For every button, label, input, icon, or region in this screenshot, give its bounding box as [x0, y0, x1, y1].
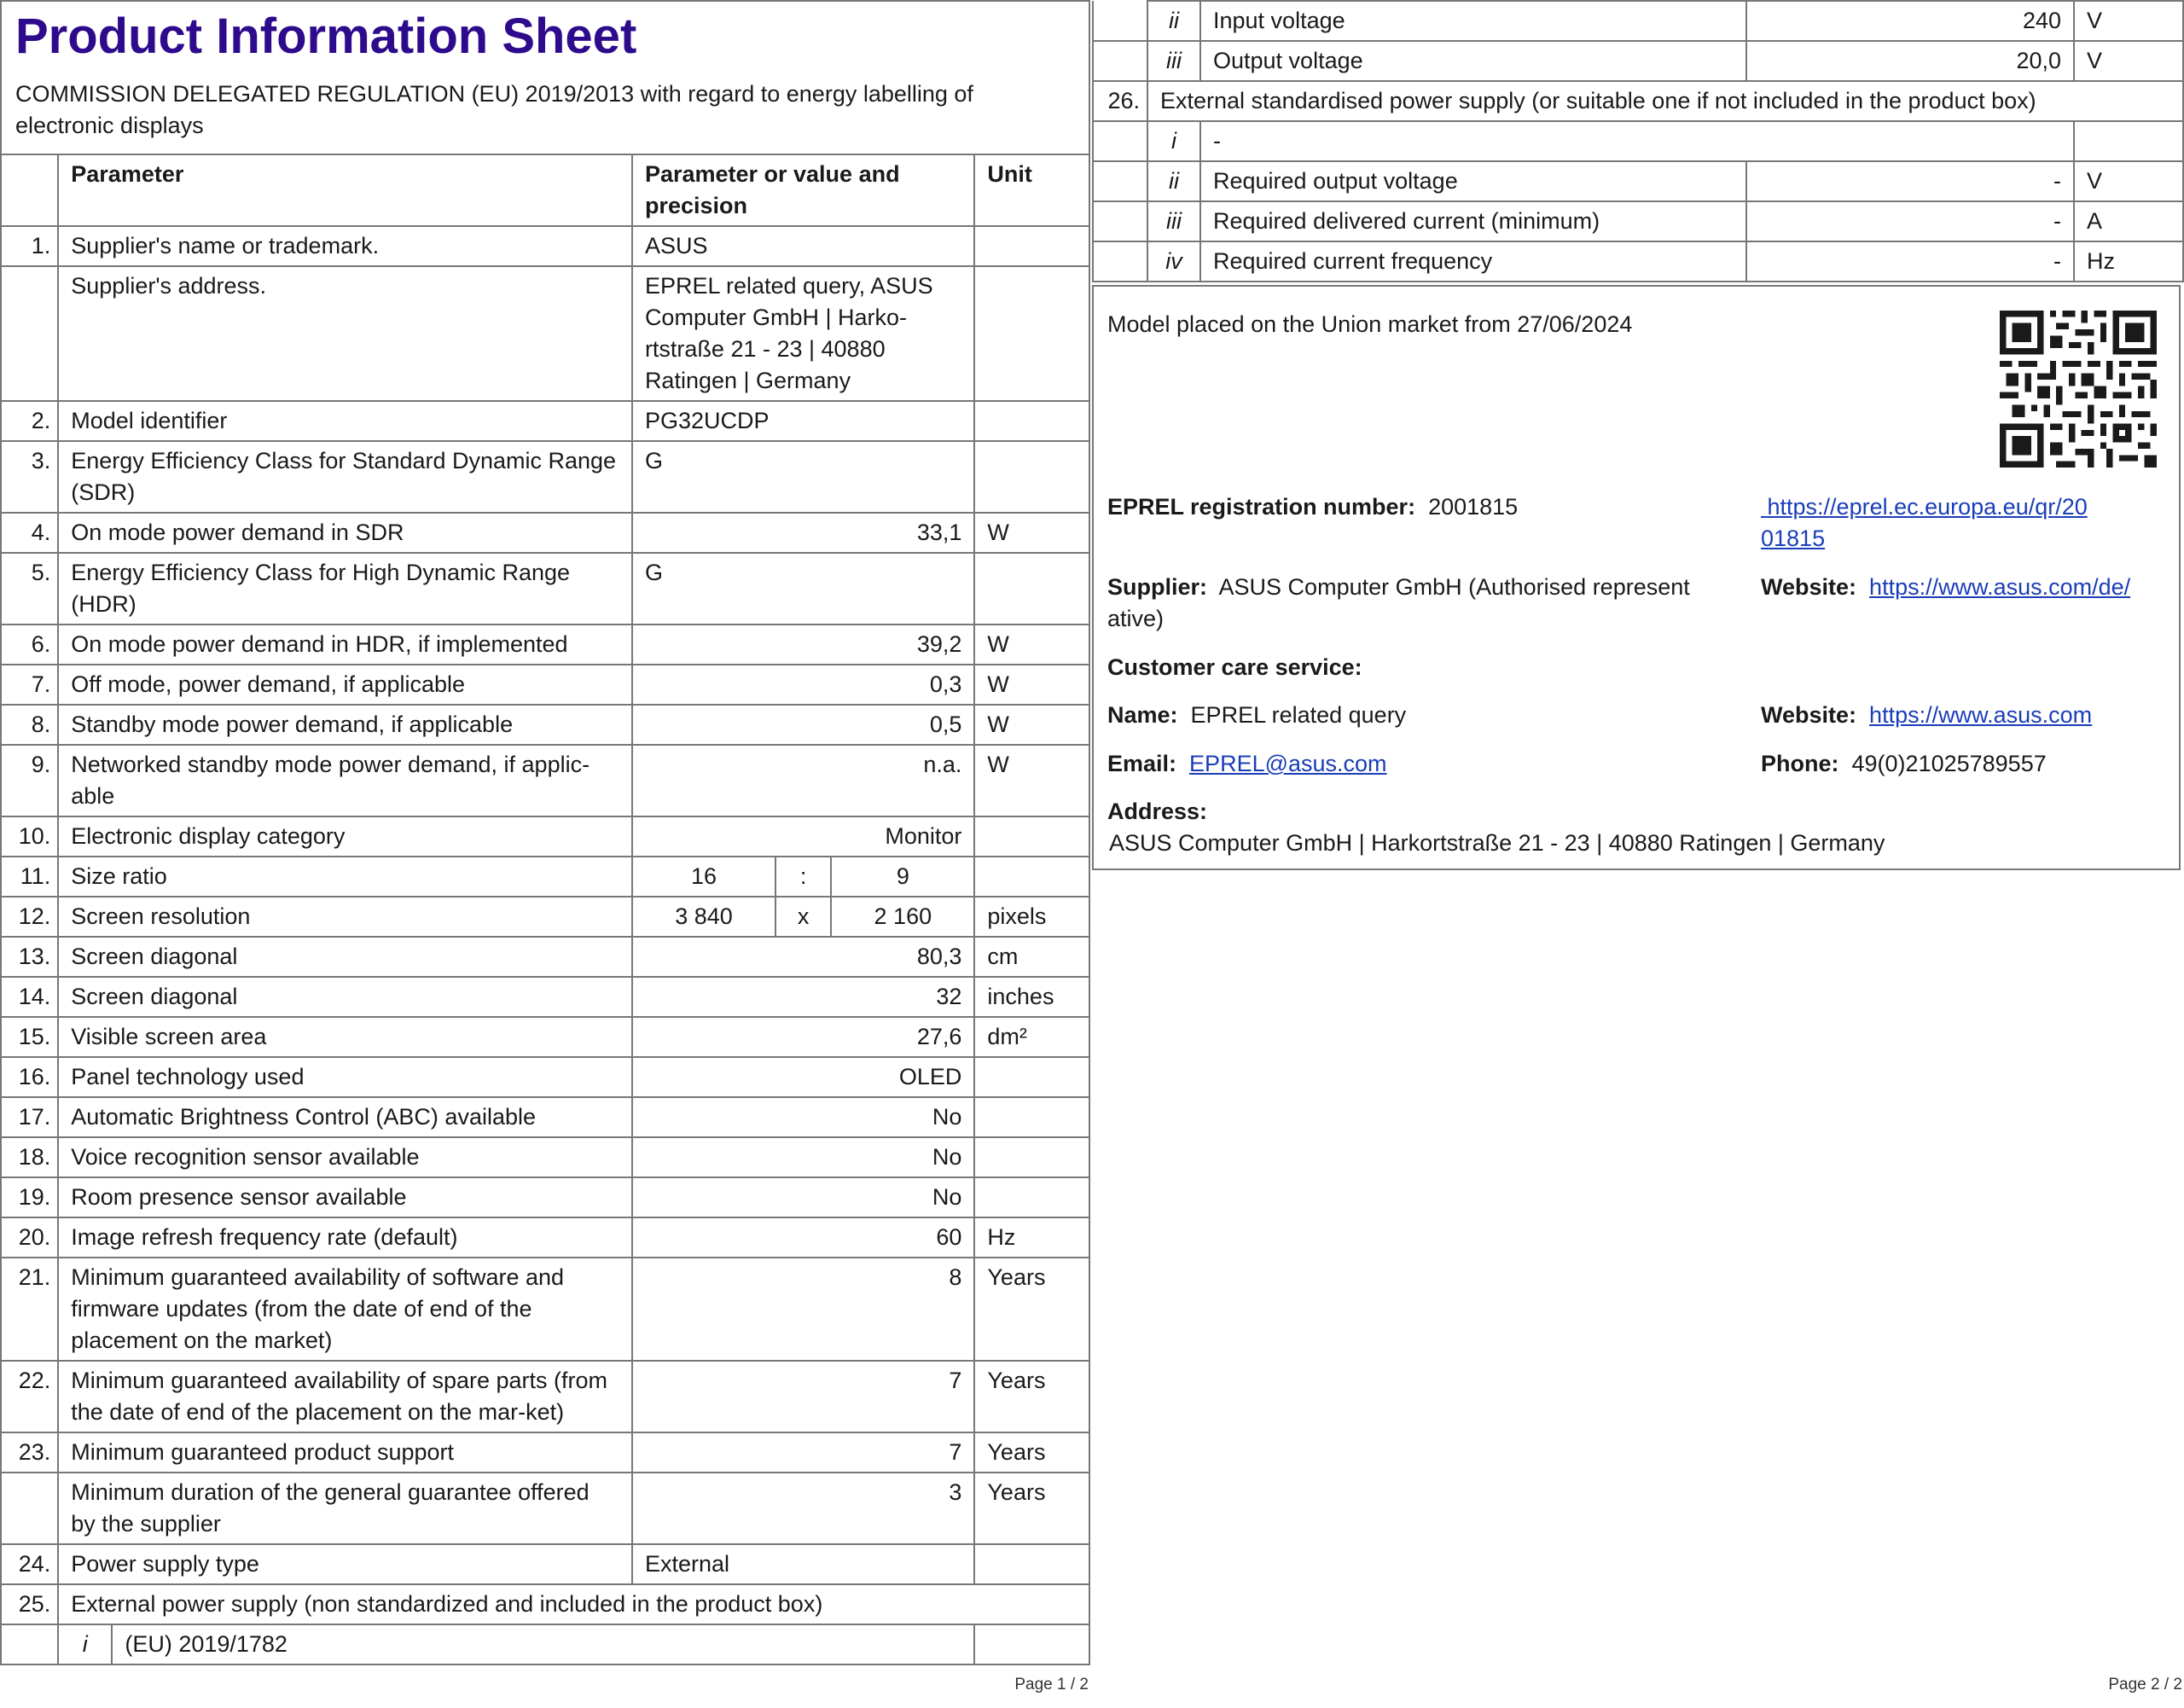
- row-unit: Years: [974, 1432, 1089, 1473]
- resolution-height: 2 160: [831, 897, 974, 937]
- supplier-value: ASUS Computer GmbH (Authorised represent: [1218, 574, 1690, 600]
- table-row: [1, 1584, 1089, 1624]
- row-value: 3: [632, 1473, 974, 1544]
- row-label: Visible screen area: [58, 1017, 632, 1057]
- row-unit: [974, 553, 1089, 625]
- parameter-table: [0, 154, 1090, 1665]
- table-row: [1093, 41, 2183, 81]
- row-unit: A: [2074, 201, 2183, 241]
- row-value: 20,0: [1746, 41, 2074, 81]
- table-row: [1, 513, 1089, 553]
- row-number: 11.: [1, 857, 58, 897]
- sub-row-number: iii: [1147, 41, 1200, 81]
- row-value: Monitor: [632, 816, 974, 857]
- row-unit: W: [974, 745, 1089, 816]
- row-unit: [974, 1544, 1089, 1584]
- website-label: Website:: [1761, 574, 1857, 600]
- row-unit: Hz: [974, 1217, 1089, 1258]
- row-label: Supplier's address.: [58, 266, 632, 401]
- table-row: [1, 1258, 1089, 1361]
- table-row: [1093, 1, 2183, 41]
- row-value: 7: [632, 1361, 974, 1432]
- row-label: Required current frequency: [1200, 241, 1746, 282]
- table-row: [1, 937, 1089, 977]
- eprel-number: 2001815: [1428, 494, 1519, 520]
- row-unit: [2074, 121, 2183, 161]
- row-value: No: [632, 1177, 974, 1217]
- row-unit: W: [974, 625, 1089, 665]
- table-row: [1093, 121, 2183, 161]
- ratio-width: 16: [632, 857, 775, 897]
- row-number: 2.: [1, 401, 58, 441]
- page-number: Page 1 / 2: [1014, 1676, 1089, 1693]
- care-phone: 49(0)21025789557: [1851, 751, 2047, 776]
- row-number: 17.: [1, 1097, 58, 1137]
- phone-label: Phone:: [1761, 751, 1839, 776]
- row-number: 23.: [1, 1432, 58, 1473]
- sub-row-number: iii: [1147, 201, 1200, 241]
- page-title: Product Information Sheet: [15, 9, 637, 64]
- row-value: -: [1746, 161, 2074, 201]
- table-row: [1, 1177, 1089, 1217]
- row-unit: [974, 266, 1089, 401]
- row-number: 14.: [1, 977, 58, 1017]
- table-header-row: [1, 154, 1089, 226]
- table-row: [1, 705, 1089, 745]
- row-unit: Years: [974, 1361, 1089, 1432]
- row-number: 16.: [1, 1057, 58, 1097]
- row-label: Electronic display category: [58, 816, 632, 857]
- power-supply-table: [1092, 0, 2184, 282]
- row-number: 22.: [1, 1361, 58, 1432]
- row-number: 9.: [1, 745, 58, 816]
- row-unit: [974, 1177, 1089, 1217]
- row-number: 7.: [1, 665, 58, 705]
- table-row: [1, 441, 1089, 513]
- table-row: [1, 745, 1089, 816]
- row-label: Voice recognition sensor available: [58, 1137, 632, 1177]
- row-unit: [974, 1624, 1089, 1664]
- eprel-info-box: [1092, 285, 2181, 870]
- row-unit: [974, 401, 1089, 441]
- ratio-height: 9: [831, 857, 974, 897]
- row-value: No: [632, 1097, 974, 1137]
- ratio-separator: :: [775, 857, 831, 897]
- row-unit: W: [974, 513, 1089, 553]
- row-number: 13.: [1, 937, 58, 977]
- email-label: Email:: [1107, 751, 1177, 776]
- eprel-url-link[interactable]: https://eprel.ec.europa.eu/qr/20 01815: [1761, 494, 2088, 551]
- row-label: Required output voltage: [1200, 161, 1746, 201]
- row-unit: W: [974, 705, 1089, 745]
- regulation-subtitle: COMMISSION DELEGATED REGULATION (EU) 2019/2013 with regard to energy labelling of electronic displays: [15, 81, 973, 138]
- row-label: Minimum guaranteed availability of spare parts (from the date of end of the placement on the mar-ket): [58, 1361, 632, 1432]
- sub-row-number: i: [58, 1624, 112, 1664]
- row-unit: dm²: [974, 1017, 1089, 1057]
- table-row: [1, 816, 1089, 857]
- row-value: ASUS: [632, 226, 974, 266]
- row-unit: V: [2074, 161, 2183, 201]
- row-value: External: [632, 1544, 974, 1584]
- row-label: Energy Efficiency Class for Standard Dynamic Range (SDR): [58, 441, 632, 513]
- row-number: 5.: [1, 553, 58, 625]
- care-website-link[interactable]: https://www.asus.com: [1869, 702, 2093, 728]
- table-row: [1, 857, 1089, 897]
- row-label: Minimum guaranteed availability of software and firmware updates (from the date of end of the placement on the market): [58, 1258, 632, 1361]
- row-number: 3.: [1, 441, 58, 513]
- supplier-value-cont: ative): [1107, 606, 1165, 631]
- row-value: EPREL related query, ASUS Computer GmbH | Harko-rtstraße 21 - 23 | 40880 Ratingen | Germany: [632, 266, 974, 401]
- row-value: 7: [632, 1432, 974, 1473]
- page-number: Page 2 / 2: [2108, 1676, 2182, 1693]
- row-value: n.a.: [632, 745, 974, 816]
- row-label: On mode power demand in HDR, if implemented: [58, 625, 632, 665]
- table-row: [1093, 241, 2183, 282]
- care-address: ASUS Computer GmbH | Harkortstraße 21 - 23 | 40880 Ratingen | Germany: [1109, 830, 1885, 856]
- customer-care-heading: Customer care service:: [1107, 654, 1362, 680]
- row-unit: pixels: [974, 897, 1089, 937]
- table-row: [1, 897, 1089, 937]
- row-label: -: [1200, 121, 2074, 161]
- row-label: Image refresh frequency rate (default): [58, 1217, 632, 1258]
- row-value: G: [632, 441, 974, 513]
- row-value: G: [632, 553, 974, 625]
- row-label: On mode power demand in SDR: [58, 513, 632, 553]
- row-number: 4.: [1, 513, 58, 553]
- row-value: 0,3: [632, 665, 974, 705]
- row-unit: [974, 441, 1089, 513]
- row-value: 60: [632, 1217, 974, 1258]
- resolution-width: 3 840: [632, 897, 775, 937]
- table-row: [1, 1473, 1089, 1544]
- table-row: [1, 1097, 1089, 1137]
- col-header-unit: Unit: [974, 154, 1089, 226]
- row-unit: [974, 1057, 1089, 1097]
- table-row: [1093, 161, 2183, 201]
- row-label: Room presence sensor available: [58, 1177, 632, 1217]
- col-header-value: Parameter or value and precision: [632, 154, 974, 226]
- row-label: Energy Efficiency Class for High Dynamic Range (HDR): [58, 553, 632, 625]
- row-label: Input voltage: [1200, 1, 1746, 41]
- row-label: Screen diagonal: [58, 937, 632, 977]
- row-number: 25.: [1, 1584, 58, 1624]
- sheet-header: [0, 0, 1090, 154]
- supplier-label: Supplier:: [1107, 574, 1208, 600]
- row-value: PG32UCDP: [632, 401, 974, 441]
- col-header-parameter: Parameter: [58, 154, 632, 226]
- table-row: [1, 1017, 1089, 1057]
- supplier-website-link[interactable]: https://www.asus.com/de/: [1869, 574, 2131, 600]
- table-row: [1, 1137, 1089, 1177]
- market-date-text: Model placed on the Union market from 27/06/2024: [1107, 311, 1633, 337]
- row-label: Screen diagonal: [58, 977, 632, 1017]
- table-row: [1, 1217, 1089, 1258]
- row-number: 8.: [1, 705, 58, 745]
- address-label: Address:: [1107, 799, 1208, 824]
- row-unit: [974, 816, 1089, 857]
- table-row: [1, 665, 1089, 705]
- table-row: [1, 266, 1089, 401]
- sub-row-number: ii: [1147, 1, 1200, 41]
- care-email-link[interactable]: EPREL@asus.com: [1189, 751, 1387, 776]
- row-value: 33,1: [632, 513, 974, 553]
- table-row: [1, 1361, 1089, 1432]
- row-unit: [974, 1137, 1089, 1177]
- row-label: External standardised power supply (or suitable one if not included in the product box): [1147, 81, 2183, 121]
- row-value: OLED: [632, 1057, 974, 1097]
- table-row: [1, 1624, 1089, 1664]
- row-value: 32: [632, 977, 974, 1017]
- row-label: Automatic Brightness Control (ABC) available: [58, 1097, 632, 1137]
- row-value: No: [632, 1137, 974, 1177]
- row-number: 6.: [1, 625, 58, 665]
- table-row: [1093, 201, 2183, 241]
- row-label: Screen resolution: [58, 897, 632, 937]
- row-value: 0,5: [632, 705, 974, 745]
- row-unit: inches: [974, 977, 1089, 1017]
- row-label: Required delivered current (minimum): [1200, 201, 1746, 241]
- row-label: Standby mode power demand, if applicable: [58, 705, 632, 745]
- table-row: [1, 553, 1089, 625]
- row-value: -: [1746, 241, 2074, 282]
- row-number: 1.: [1, 226, 58, 266]
- row-number: [1, 1473, 58, 1544]
- page-2: [1092, 0, 2184, 1708]
- row-label: Model identifier: [58, 401, 632, 441]
- row-label: Minimum duration of the general guarantee offered by the supplier: [58, 1473, 632, 1544]
- resolution-separator: x: [775, 897, 831, 937]
- table-row: [1, 401, 1089, 441]
- row-number: 19.: [1, 1177, 58, 1217]
- row-number: 24.: [1, 1544, 58, 1584]
- row-number: 12.: [1, 897, 58, 937]
- row-unit: Years: [974, 1258, 1089, 1361]
- sub-row-number: iv: [1147, 241, 1200, 282]
- table-row: [1, 1544, 1089, 1584]
- row-value: 27,6: [632, 1017, 974, 1057]
- table-row: [1093, 81, 2183, 121]
- website-label: Website:: [1761, 702, 1857, 728]
- table-row: [1, 625, 1089, 665]
- row-unit: Hz: [2074, 241, 2183, 282]
- row-number: 26.: [1093, 81, 1147, 121]
- row-label: External power supply (non standardized and included in the product box): [58, 1584, 1089, 1624]
- row-number: 10.: [1, 816, 58, 857]
- row-number: 20.: [1, 1217, 58, 1258]
- row-number: 15.: [1, 1017, 58, 1057]
- row-number: 18.: [1, 1137, 58, 1177]
- row-label: Networked standby mode power demand, if applic-able: [58, 745, 632, 816]
- row-label: Size ratio: [58, 857, 632, 897]
- row-unit: V: [2074, 1, 2183, 41]
- row-number: [1, 266, 58, 401]
- row-unit: [974, 1097, 1089, 1137]
- row-value: 39,2: [632, 625, 974, 665]
- row-value: -: [1746, 201, 2074, 241]
- table-row: [1, 977, 1089, 1017]
- row-label: Power supply type: [58, 1544, 632, 1584]
- row-label: Output voltage: [1200, 41, 1746, 81]
- row-label: Off mode, power demand, if applicable: [58, 665, 632, 705]
- row-unit: [974, 857, 1089, 897]
- row-value: 8: [632, 1258, 974, 1361]
- page-1: [0, 0, 1090, 1708]
- row-unit: Years: [974, 1473, 1089, 1544]
- sub-row-number: ii: [1147, 161, 1200, 201]
- table-row: [1, 226, 1089, 266]
- row-unit: W: [974, 665, 1089, 705]
- row-value: 240: [1746, 1, 2074, 41]
- name-label: Name:: [1107, 702, 1178, 728]
- row-number: 21.: [1, 1258, 58, 1361]
- row-label: Minimum guaranteed product support: [58, 1432, 632, 1473]
- qr-code-icon: [2000, 311, 2157, 468]
- care-name: EPREL related query: [1190, 702, 1407, 728]
- row-label: Supplier's name or trademark.: [58, 226, 632, 266]
- row-unit: V: [2074, 41, 2183, 81]
- row-unit: [974, 226, 1089, 266]
- row-value: 80,3: [632, 937, 974, 977]
- row-label: Panel technology used: [58, 1057, 632, 1097]
- table-row: [1, 1432, 1089, 1473]
- sub-row-number: i: [1147, 121, 1200, 161]
- table-row: [1, 1057, 1089, 1097]
- row-value: (EU) 2019/1782: [112, 1624, 974, 1664]
- eprel-label: EPREL registration number:: [1107, 494, 1416, 520]
- row-unit: cm: [974, 937, 1089, 977]
